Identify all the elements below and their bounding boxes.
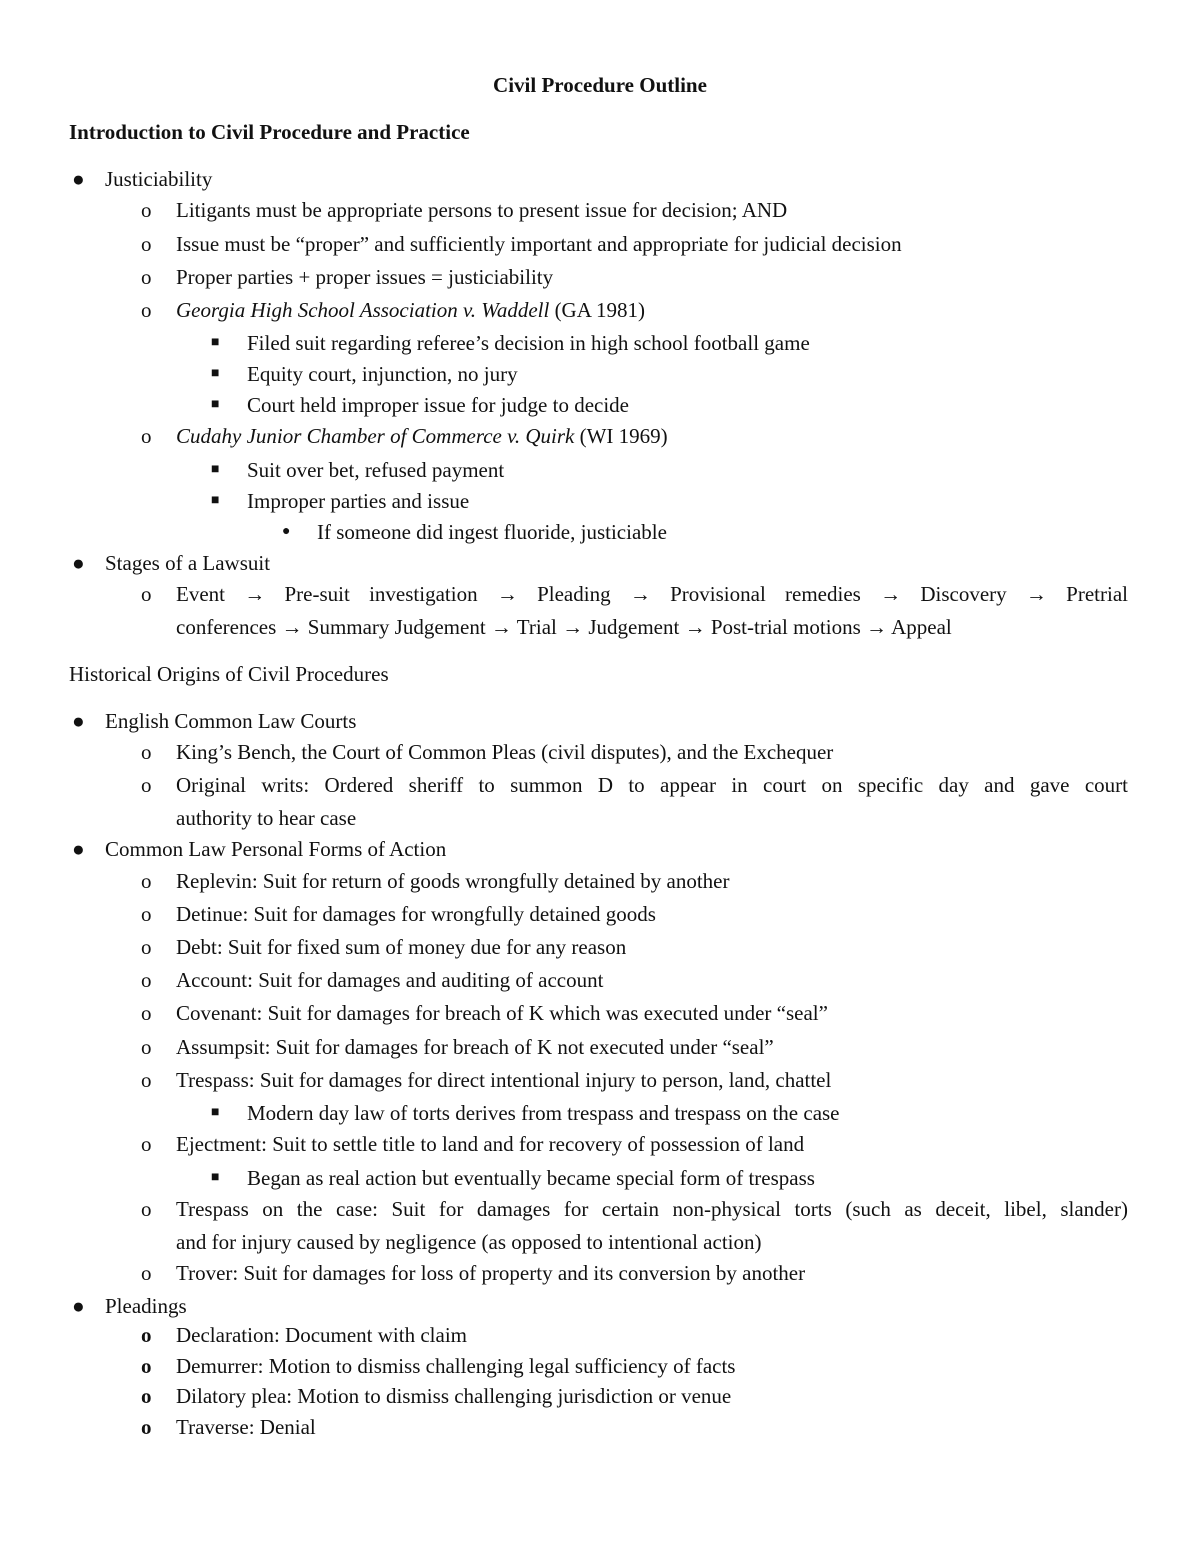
bullet-disc: ● [72,167,85,191]
list-item: Stages of a Lawsuit [105,551,271,575]
list-item: Common Law Personal Forms of Action [105,837,447,861]
list-item: Pleadings [105,1294,187,1318]
case-citation: (GA 1981) [549,298,645,322]
bullet-circle: o [141,265,152,289]
bullet-square: ■ [211,1170,220,1185]
list-item: Original writs: Ordered sheriff to summon D to appear in court on specific day and gave court [176,773,1128,797]
list-item: If someone did ingest fluoride, justiciable [317,520,667,544]
document-title: Civil Procedure Outline [493,73,707,97]
list-item: Justiciability [105,167,213,191]
list-item: Equity court, injunction, no jury [247,362,518,386]
list-item: Declaration: Document with claim [176,1323,467,1347]
list-item: Covenant: Suit for damages for breach of K which was executed under “seal” [176,1001,828,1025]
bullet-disc: ● [72,837,85,861]
list-item: Assumpsit: Suit for damages for breach of K not executed under “seal” [176,1035,774,1059]
bullet-circle: o [141,1415,152,1439]
list-item: English Common Law Courts [105,709,357,733]
bullet-circle: o [141,869,152,893]
bullet-circle: o [141,424,152,448]
list-item: Debt: Suit for fixed sum of money due for any reason [176,935,627,959]
bullet-circle: o [141,1068,152,1092]
bullet-circle: o [141,773,152,797]
bullet-circle: o [141,1261,152,1285]
case-name: Cudahy Junior Chamber of Commerce v. Quirk [176,424,575,448]
list-item: Event → Pre-suit investigation → Pleading → Provisional remedies → Discovery → Pretrial [176,582,1128,606]
bullet-disc: ● [282,524,291,539]
bullet-circle: o [141,902,152,926]
list-item: Filed suit regarding referee’s decision in high school football game [247,331,810,355]
bullet-circle: o [141,582,152,606]
list-item-continuation: and for injury caused by negligence (as opposed to intentional action) [176,1230,762,1254]
bullet-square: ■ [211,462,220,477]
list-item: Demurrer: Motion to dismiss challenging legal sufficiency of facts [176,1354,736,1378]
section-heading-introduction: Introduction to Civil Procedure and Practice [69,120,470,144]
bullet-circle: o [141,935,152,959]
section-heading-historical-origins: Historical Origins of Civil Procedures [69,662,389,686]
list-item: Ejectment: Suit to settle title to land and for recovery of possession of land [176,1132,805,1156]
list-item-continuation: conferences → Summary Judgement → Trial → Judgement → Post-trial motions → Appeal [176,615,952,639]
list-item: Proper parties + proper issues = justiciability [176,265,554,289]
list-item: Began as real action but eventually became special form of trespass [247,1166,815,1190]
bullet-circle: o [141,1197,152,1221]
list-item: Account: Suit for damages and auditing of account [176,968,604,992]
bullet-square: ■ [211,1105,220,1120]
bullet-square: ■ [211,366,220,381]
bullet-square: ■ [211,493,220,508]
bullet-square: ■ [211,335,220,350]
bullet-circle: o [141,1035,152,1059]
list-item: Court held improper issue for judge to decide [247,393,629,417]
list-item: Suit over bet, refused payment [247,458,505,482]
bullet-disc: ● [72,1294,85,1318]
list-item: Modern day law of torts derives from trespass and trespass on the case [247,1101,840,1125]
bullet-circle: o [141,740,152,764]
list-item: Litigants must be appropriate persons to present issue for decision; AND [176,198,788,222]
list-item-case [176,420,668,452]
bullet-disc: ● [72,709,85,733]
bullet-square: ■ [211,397,220,412]
list-item-case [176,294,645,326]
bullet-circle: o [141,1384,152,1408]
list-item: Issue must be “proper” and sufficiently important and appropriate for judicial decision [176,232,902,256]
list-item: Traverse: Denial [176,1415,316,1439]
bullet-circle: o [141,1354,152,1378]
bullet-circle: o [141,1132,152,1156]
bullet-disc: ● [72,551,85,575]
bullet-circle: o [141,968,152,992]
list-item: Detinue: Suit for damages for wrongfully detained goods [176,902,656,926]
bullet-circle: o [141,298,152,322]
list-item: Improper parties and issue [247,489,470,513]
list-item: Trover: Suit for damages for loss of property and its conversion by another [176,1261,806,1285]
list-item-continuation: authority to hear case [176,806,357,830]
case-name: Georgia High School Association v. Waddell [176,298,550,322]
list-item: Replevin: Suit for return of goods wrongfully detained by another [176,869,730,893]
case-citation: (WI 1969) [574,424,668,448]
list-item: Trespass: Suit for damages for direct intentional injury to person, land, chattel [176,1068,832,1092]
bullet-circle: o [141,1001,152,1025]
bullet-circle: o [141,1323,152,1347]
bullet-circle: o [141,232,152,256]
bullet-circle: o [141,198,152,222]
list-item: Dilatory plea: Motion to dismiss challenging jurisdiction or venue [176,1384,732,1408]
list-item: King’s Bench, the Court of Common Pleas (civil disputes), and the Exchequer [176,740,834,764]
list-item: Trespass on the case: Suit for damages for certain non-physical torts (such as deceit, libel, slander) [176,1197,1128,1221]
